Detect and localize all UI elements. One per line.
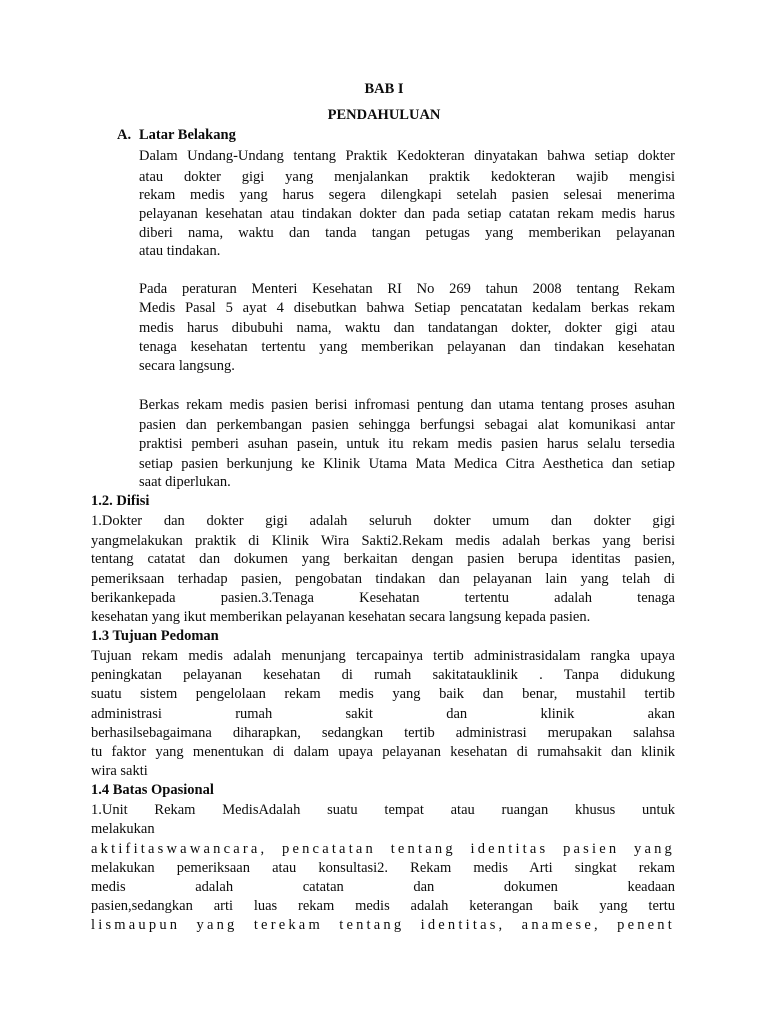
paragraph-line: Berkas rekam medis pasien berisi infromasi pentung dan utama tentang proses asuhan	[139, 397, 675, 413]
paragraph-line: wira sakti	[91, 763, 148, 779]
section-1-3-heading: 1.3 Tujuan Pedoman	[91, 628, 219, 644]
paragraph-line: peningkatan pelayanan kesehatan di rumah sakitatauklinik . Tanpa didukung	[91, 667, 675, 683]
paragraph-line: medis harus dibubuhi nama, waktu dan tandatangan dokter, dokter gigi atau	[139, 320, 675, 336]
paragraph-line: Tujuan rekam medis adalah menunjang tercapainya tertib administrasidalam rangka upaya	[91, 648, 675, 664]
paragraph-line: melakukan	[91, 821, 155, 837]
paragraph-line: tu faktor yang menentukan di dalam upaya pelayanan kesehatan di rumahsakit dan klinik	[91, 744, 675, 760]
chapter-title: BAB I	[364, 81, 404, 97]
paragraph-line: yangmelakukan praktik di Klinik Wira Sakti2.Rekam medis adalah berkas yang berisi	[91, 533, 675, 549]
paragraph-line: atau dokter gigi yang menjalankan praktik kedokteran wajib mengisi	[139, 169, 675, 185]
paragraph-line: pelayanan kesehatan atau tindakan dokter dan pada setiap catatan rekam medis harus	[139, 206, 675, 222]
chapter-subtitle: PENDAHULUAN	[327, 107, 441, 123]
paragraph-line: pasien,sedangkan arti luas rekam medis adalah keterangan baik yang tertu	[91, 898, 675, 914]
paragraph-line: melakukan pemeriksaan atau konsultasi2. Rekam medis Arti singkat rekam	[91, 860, 675, 876]
section-a-label: A.	[117, 127, 132, 143]
paragraph-line: diberi nama, waktu dan tanda tangan petugas yang memberikan pelayanan	[139, 225, 675, 241]
paragraph-line: berikankepada pasien.3.Tenaga Kesehatan tertentu adalah tenaga	[91, 590, 675, 606]
paragraph-line: Dalam Undang-Undang tentang Praktik Kedokteran dinyatakan bahwa setiap dokter	[139, 148, 675, 164]
paragraph-line: lismaupun yang terekam tentang identitas, anamese, penent	[91, 917, 675, 933]
paragraph-line: secara langsung.	[139, 358, 235, 374]
paragraph-line: rekam medis yang harus segera dilengkapi setelah pasien selesai menerima	[139, 187, 675, 203]
paragraph-line: setiap pasien berkunjung ke Klinik Utama Mata Medica Citra Aesthetica dan setiap	[139, 456, 675, 472]
paragraph-line: tenaga kesehatan tertentu yang memberikan pelayanan dan tindakan kesehatan	[139, 339, 675, 355]
paragraph-line: pemeriksaan terhadap pasien, pengobatan tindakan dan pelayanan lain yang telah di	[91, 571, 675, 587]
paragraph-line: Pada peraturan Menteri Kesehatan RI No 269 tahun 2008 tentang Rekam	[139, 281, 675, 297]
paragraph-line: 1.Dokter dan dokter gigi adalah seluruh dokter umum dan dokter gigi	[91, 513, 675, 529]
section-a-heading: Latar Belakang	[139, 127, 236, 143]
paragraph-line: berhasilsebagaimana diharapkan, sedangkan tertib administrasi merupakan salahsa	[91, 725, 675, 741]
paragraph-line: administrasi rumah sakit dan klinik akan	[91, 706, 675, 722]
paragraph-line: suatu sistem pengelolaan rekam medis yang baik dan benar, mustahil tertib	[91, 686, 675, 702]
paragraph-line: tentang catatat dan dokumen yang berkaitan dengan pasien berupa identitas pasien,	[91, 551, 675, 567]
paragraph-line: 1.Unit Rekam MedisAdalah suatu tempat atau ruangan khusus untuk	[91, 802, 675, 818]
paragraph-line: medis adalah catatan dan dokumen keadaan	[91, 879, 675, 895]
paragraph-line: saat diperlukan.	[139, 474, 231, 490]
paragraph-line: pasien dan perkembangan pasien sehingga berfungsi sebagai alat komunikasi antar	[139, 417, 675, 433]
paragraph-line: aktifitaswawancara, pencatatan tentang identitas pasien yang	[91, 841, 675, 857]
section-1-2-heading: 1.2. Difisi	[91, 493, 150, 509]
paragraph-line: atau tindakan.	[139, 243, 221, 259]
section-1-4-heading: 1.4 Batas Opasional	[91, 782, 214, 798]
paragraph-line: kesehatan yang ikut memberikan pelayanan kesehatan secara langsung kepada pasien.	[91, 609, 591, 625]
paragraph-line: praktisi pemberi asuhan pasein, untuk itu rekam medis pasien harus selalu tersedia	[139, 436, 675, 452]
paragraph-line: Medis Pasal 5 ayat 4 disebutkan bahwa Setiap pencatatan kedalam berkas rekam	[139, 300, 675, 316]
